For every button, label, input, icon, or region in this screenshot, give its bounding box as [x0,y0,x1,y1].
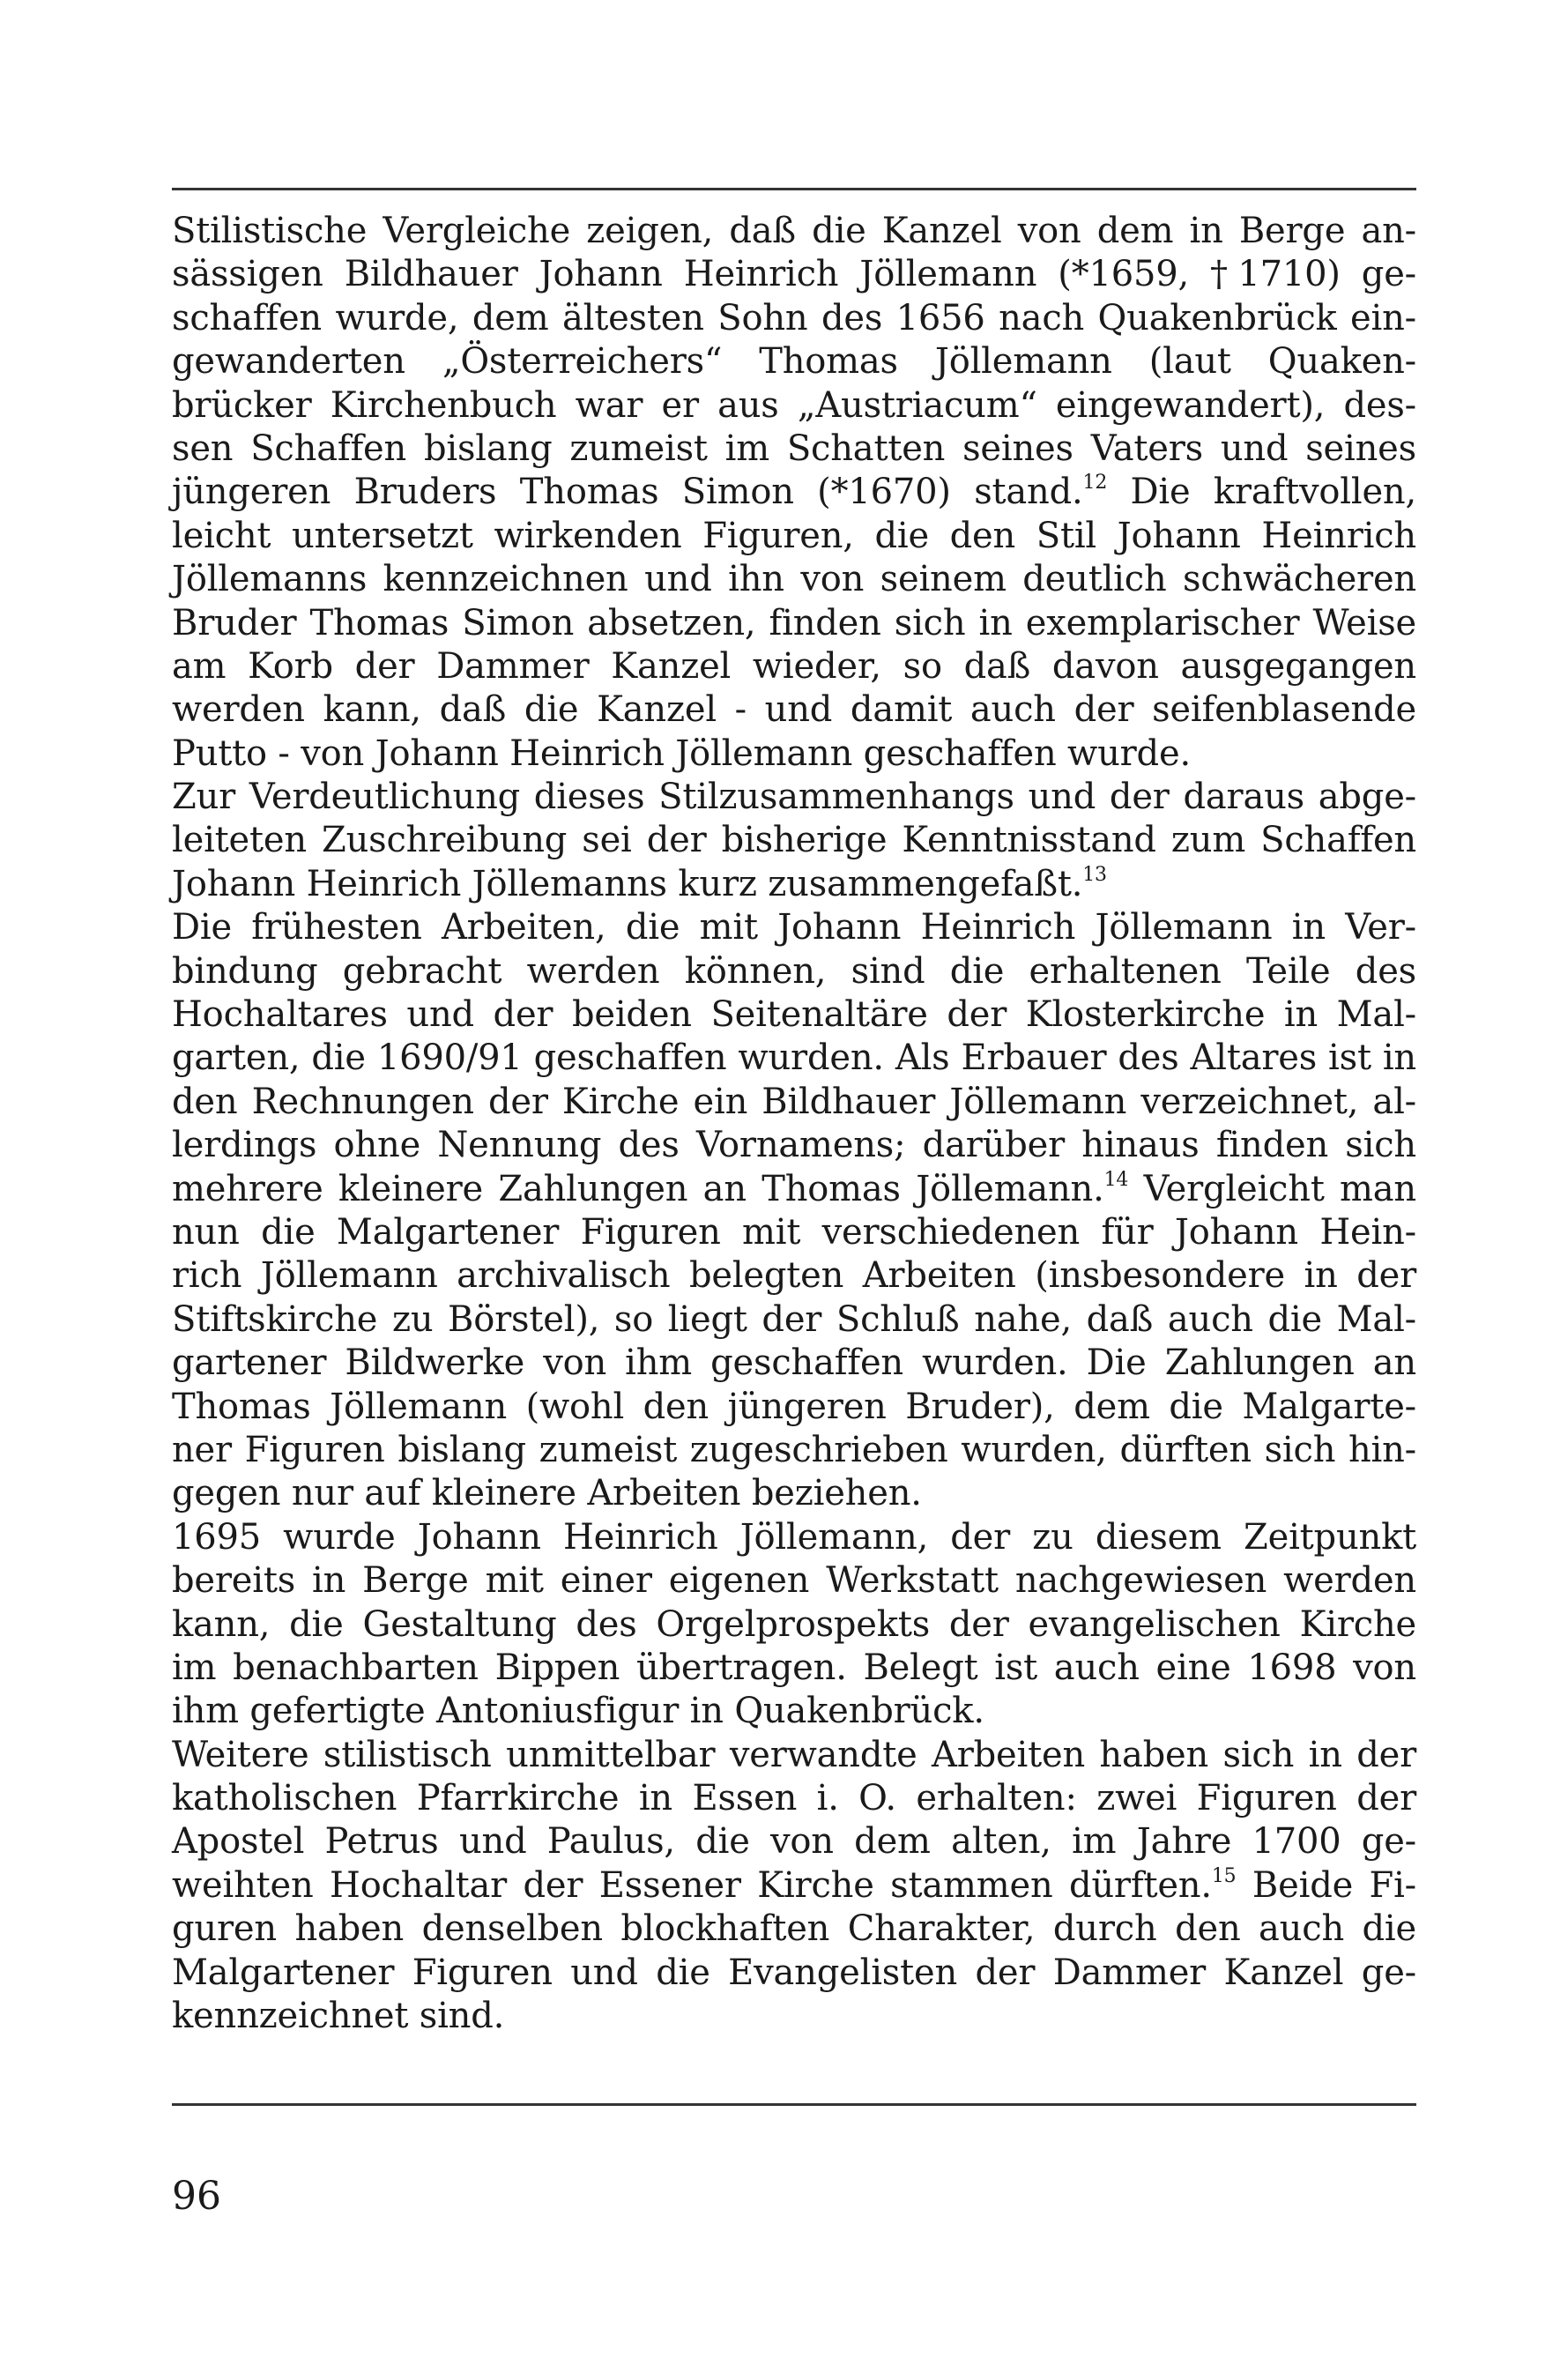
text-line [172,1516,1416,1559]
text-run: Apostel Petrus und Paulus, die von dem alten, im Jahre 1700 ge- [172,1821,1416,1863]
text-line [172,906,1416,949]
text-line [172,993,1416,1037]
text-line [172,384,1416,428]
text-run: Die kraftvollen, [1107,472,1416,513]
text-line [172,733,1416,776]
text-line [172,1298,1416,1342]
text-run: leicht untersetzt wirkenden Figuren, die den Stil Johann Heinrich [172,515,1416,556]
text-line [172,1342,1416,1385]
text-run: Malgartener Figuren und die Evangelisten der Dammer Kanzel ge- [172,1952,1416,1993]
text-run: guren haben denselben blockhaften Charakter, durch den auch die [172,1908,1416,1950]
text-run: Stilistische Vergleiche zeigen, daß die Kanzel von dem in Berge an- [172,211,1416,251]
text-run: Stiftskirche zu Börstel), so liegt der Schluß nahe, daß auch die Mal- [172,1298,1416,1340]
text-run: leiteten Zuschreibung sei der bisherige Kenntnisstand zum Schaffen [172,820,1416,861]
text-run: Jöllemanns kennzeichnen und ihn von seinem deutlich schwächeren [172,559,1416,600]
text-line [172,688,1416,732]
text-run: Weitere stilistisch unmittelbar verwandte Arbeiten haben sich in der [172,1734,1416,1775]
footnote-reference: 13 [1082,863,1107,886]
text-line [172,1908,1416,1951]
text-run: Bruder Thomas Simon absetzen, finden sich in exemplarischer Weise [172,602,1416,643]
text-run: Vergleicht man [1128,1168,1416,1209]
text-run: bindung gebracht werden können, sind die erhaltenen Teile des [172,950,1416,992]
text-line [172,1037,1416,1080]
text-line [172,1559,1416,1603]
text-line [172,1429,1416,1472]
text-run: Johann Heinrich Jöllemanns kurz zusammengefaßt. [172,863,1083,904]
text-line [172,602,1416,645]
text-run: 1695 wurde Johann Heinrich Jöllemann, der zu diesem Zeitpunkt [172,1516,1416,1558]
text-run: sen Schaffen bislang zumeist im Schatten seines Vaters und seines [172,428,1416,469]
text-line [172,645,1416,688]
text-run: Die frühesten Arbeiten, die mit Johann Heinrich Jöllemann in Ver- [172,907,1416,948]
footnote-reference: 14 [1103,1168,1129,1191]
text-line [172,558,1416,601]
text-line [172,1734,1416,1777]
text-line [172,776,1416,819]
text-run: gewanderten „Österreichers“ Thomas Jöllemann (laut Quaken- [172,341,1416,383]
text-run: kann, die Gestaltung des Orgelprospekts der evangelischen Kirche [172,1603,1416,1645]
text-run: Hochaltares und der beiden Seitenaltäre der Klosterkirche in Mal- [172,994,1416,1036]
text-run: mehrere kleinere Zahlungen an Thomas Jöllemann. [172,1168,1104,1209]
text-run: Beide Fi- [1236,1864,1416,1906]
text-run: lerdings ohne Nennung des Vornamens; darüber hinaus finden sich [172,1125,1416,1166]
text-run: den Rechnungen der Kirche ein Bildhauer Jöllemann verzeichnet, al- [172,1081,1416,1122]
top-rule [172,188,1416,190]
body-text [172,210,1416,2038]
text-line [172,1472,1416,1515]
text-run: kennzeichnet sind. [172,1996,505,2037]
text-line [172,515,1416,558]
text-line [172,1081,1416,1124]
text-run: weihten Hochaltar der Essener Kirche stammen dürften. [172,1864,1212,1906]
text-line [172,253,1416,296]
text-line [172,950,1416,993]
footnote-reference: 12 [1082,472,1108,495]
text-run: im benachbarten Bippen übertragen. Belegt ist auch eine 1698 von [172,1647,1416,1688]
text-run: katholischen Pfarrkirche in Essen i. O. erhalten: zwei Figuren der [172,1778,1416,1819]
text-run: am Korb der Dammer Kanzel wieder, so daß davon ausgegangen [172,645,1416,687]
text-line [172,428,1416,471]
text-line [172,1995,1416,2038]
text-line [172,1386,1416,1429]
text-run: nun die Malgartener Figuren mit verschiedenen für Johann Hein- [172,1211,1416,1253]
bottom-rule [172,2103,1416,2106]
text-line [172,1777,1416,1820]
text-run: sässigen Bildhauer Johann Heinrich Jöllemann (*1659, †1710) ge- [172,254,1416,295]
text-line [172,863,1416,906]
text-run: ihm gefertigte Antoniusfigur in Quakenbrück. [172,1691,984,1732]
text-run: Thomas Jöllemann (wohl den jüngeren Bruder), dem die Malgarte- [172,1386,1416,1427]
text-run: gegen nur auf kleinere Arbeiten beziehen. [172,1473,922,1514]
text-line [172,471,1416,514]
text-run: werden kann, daß die Kanzel - und damit auch der seifenblasende [172,689,1416,731]
text-line [172,1647,1416,1690]
text-run: schaffen wurde, dem ältesten Sohn des 1656 nach Quakenbrück ein- [172,297,1416,338]
text-line [172,819,1416,862]
text-line [172,1820,1416,1863]
text-run: gartener Bildwerke von ihm geschaffen wurden. Die Zahlungen an [172,1342,1416,1384]
text-line [172,1952,1416,1995]
text-run: ner Figuren bislang zumeist zugeschrieben wurden, dürften sich hin- [172,1429,1416,1470]
text-run: Putto - von Johann Heinrich Jöllemann geschaffen wurde. [172,733,1191,774]
text-run: brücker Kirchenbuch war er aus „Austriacum“ eingewandert), des- [172,384,1416,426]
text-run: bereits in Berge mit einer eigenen Werkstatt nachgewiesen werden [172,1560,1416,1602]
text-line [172,340,1416,383]
text-run: garten, die 1690/91 geschaffen wurden. Als Erbauer des Altares ist in [172,1038,1416,1079]
text-run: jüngeren Bruders Thomas Simon (*1670) stand. [172,472,1083,513]
text-line [172,210,1416,253]
text-line [172,1864,1416,1908]
text-line [172,1603,1416,1647]
text-line [172,1124,1416,1167]
page-number: 96 [172,2174,221,2219]
text-line [172,1211,1416,1254]
footnote-reference: 15 [1211,1864,1237,1887]
text-run: rich Jöllemann archivalisch belegten Arbeiten (insbesondere in der [172,1255,1416,1297]
text-line [172,1168,1416,1211]
text-line [172,1254,1416,1298]
text-line [172,297,1416,340]
text-run: Zur Verdeutlichung dieses Stilzusammenhangs und der daraus abge- [172,777,1416,818]
text-line [172,1690,1416,1733]
